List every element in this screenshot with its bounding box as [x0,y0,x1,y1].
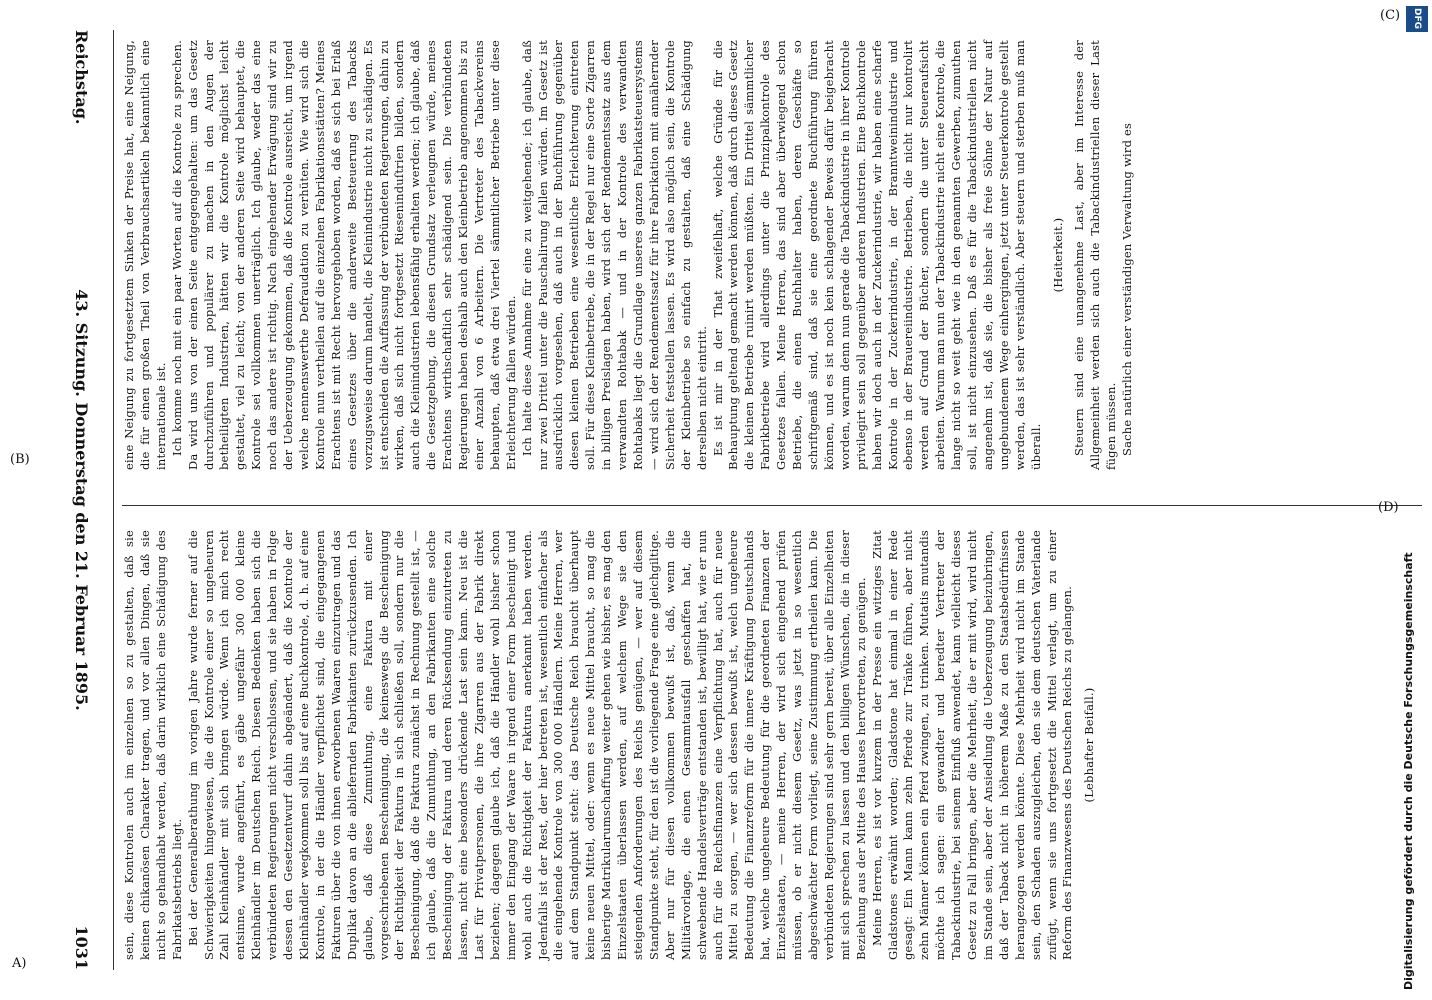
page-header [62,30,102,970]
left-column [122,40,1422,470]
right-paragraph: sein, diese Kontrolen auch im einzelnen so zu gestalten, daß sie keinen chikanösen Charakter tragen, und vor allen Dingen, daß sie nicht so gehandhabt werden, daß darin wirklich eine Schädigung des Fabrikatsbetriebs liegt. [122,530,184,960]
margin-marker-a: A) [12,956,27,971]
left-paragraph: Ich halte diese Annahme für eine zu weitgehende; ich glaube, daß nur zwei Drittel unter die Pauschalirung fallen würden. Im Gesetz ist ausdrücklich vorgesehen, daß auch in der Buchführung gegenüber diesen kleinen Betrieben eine wesentliche Erleichterung eintreten soll. Für diese Kleinbetriebe, die in der Regel nur eine Sorte Zigarren in billigen Preislagen haben, wird sich der Rendementssatz aus dem verwandten Rohtabak — und in der Kontrole des verwandten Rohtabaks liegt die Grundlage unseres ganzen Fabrikatsteuersystems — wird sich der Rendementssatz für ihre Fabrikation mit annähernder Sicherheit feststellen lassen. Es wird also möglich sein, die Kontrole der Kleinbetriebe so einfach zu gestalten, daß eine Schädigung derselben nicht eintritt. [519,40,709,470]
digitization-note [1402,0,1426,1000]
left-paragraph: Ich komme noch mit ein paar Worten auf die Kontrole zu sprechen. Da wird uns von der einen Seite entgegengehalten: um das Gesetz durchzuführen und populärer zu machen in den Augen der betheiligten Industrien, hätten wir die Kontrole möglichst leicht gestaltet, viel zu leicht; von der anderen Seite wird behauptet, die Kontrole sei vollkommen unerträglich. Ich glaube, weder das eine noch das andere ist richtig. Nach eingehender Erwägung sind wir zu der Ueberzeugung gekommen, daß die Kontrole ausreicht, um irgend welche nennenswerthe Defraudation zu verhüten. Wie wird sich die Kontrole nun vertheilen auf die einzelnen Fabrikationsstätten? Meines Erachtens ist mit Recht hervorgehoben worden, daß es sich bei Erlaß eines Gesetzes über die anderweite Besteuerung des Tabacks vorzugsweise darum handelt, die Kleinindustrie nicht zu schädigen. Es ist entschieden die Auffassung der verbündeten Regierungen, dahin zu wirken, daß sich nicht fortgesetzt Rieseninduſtrien bilden, sondern auch die Kleinindustrien lebensfähig erhalten werden; ich glaube, daß die Gesetzgebung, die diesen Grundsatz verleugnen würde, meines Erachtens wirthschaftlich sehr schädigend sein. Die verbündeten Regierungen haben deshalb auch den Kleinbetrieb angenommen bis zu einer Anzahl von 6 Arbeitern. Die Vertreter des Tabackvereins behaupten, daß etwa drei Viertel sämmtlicher Betriebe unter diese Erleichterung fallen würden. [169,40,518,470]
right-column [122,530,1422,960]
header-rule [113,30,114,970]
margin-marker-c: (C) [1380,8,1401,23]
right-paragraph: Meine Herren, es ist vor kurzem in der Presse ein witziges Zitat Gladstones erwähnt worden; Gladstone hat einmal in einer Rede gesagt: Ein Mann kann zehn Pferde zur Tränke führen, aber nicht zehn Männer können ein Pferd zwingen, zu trinken. Mutatis mutandis möchte ich sagen: ein gewandter und beredter Vertreter der Tabackindustrie, bei seinem Einfluß anwendet, kann vielleicht dieses Gesetz zu Fall bringen, aber die Mehrheit, die er mit wird, wird nicht im Stande sein, aber der Ansiedlung die Ueberzeugung beizubringen, daß der Taback nicht in höherem Maße zu den Staatsbedürfnissen herangezogen werden könnte. Diese Mehrheit wird nicht im Stande sein, den Schaden auszugleichen, den sie dem deutschen Vaterlande zufügt, wenn sie uns fortgesetzt die Mittel verlagt, um zu einer Reform des Finanzwesens des Deutschen Reichs zu gelangen. [869,530,1075,960]
margin-marker-b: (B) [10,452,30,467]
left-paragraph: Es ist mir in der That zweifelhaft, welche Gründe für die Behauptung geltend gemacht werden können, daß durch dieses Gesetz die kleinen Betriebe ruinirt werden müßten. Ein Drittel sämmtlicher Fabrikbetriebe wird allerdings unter die Prinzipalkontrole des Gesetzes fallen. Meine Herren, das sind aber überwiegend schon Betriebe, die einen Buchhalter haben, deren Geschäfte so schriftgemäß sind, daß sie eine geordnete Buchführung führen können, und es ist noch kein schlagender Beweis dafür beigebracht worden, warum denn nun gerade die Tabackindustrie in ihrer Kontrole privilegirt sein soll gegenüber anderen Industrien. Eine Buchkontrole haben wir doch auch in der Zuckerindustrie, wir haben eine scharfe Kontrole in der Zuckerindustrie, in der Branntweinindustrie und ebenso in der Brauereiindustrie. Betrieben, die nicht nur kontrolirt werden auf Grund der Bücher, sondern die unter Steueraufsicht arbeiten. Warum man nun der Tabackindustrie nicht eine Kontrole, die lange nicht so weit geht wie in den genannten Gewerben, zumuthen soll, ist nicht einzusehen. Daß es für die Tabackindustriellen nicht angenehm ist, daß sie, die bisher als freie Söhne der Natur auf ungebundenem Wege einhergingen, jetzt unter Steuerkontrole gestellt werden, das ist sehr verständlich. Aber steuern und sterben muß man überall. [710,40,1043,470]
right-interjection: (Lebhafter Beifall.) [1082,687,1097,803]
margin-marker-d: (D) [1378,500,1399,515]
left-interjection: (Heiterkeit.) [1050,217,1065,293]
column-divider [122,505,1422,506]
left-paragraph: eine Neigung zu fortgesetztem Sinken der Preise hat, eine Neigung, die für einen großen Theil von Verbrauchsartikeln bekanntlich eine internationale ist. [122,40,168,470]
header-left: Reichstag. [72,30,92,125]
digitization-note-text: Digitalisierung gefördert durch die Deutsche Forschungsgemeinschaft [1402,552,1415,990]
left-paragraph: Sache natürlich einer verständigen Verwaltung wird es [1120,122,1135,456]
dfg-logo: DFG [1406,6,1428,32]
page-number: 1031 [72,925,92,970]
left-paragraph: Steuern sind eine unangenehme Last, aber im Interesse der Allgemeinheit werden sich auch die Tabackindustriellen dieser Last fügen müssen. [1072,40,1119,470]
header-center: 43. Sitzung. Donnerstag den 21. Februar 1895. [72,289,92,711]
right-paragraph: Bei der Generalberathung im vorigen Jahre wurde ferner auf die Schwierigkeiten hingewiesen, die die Kontrole einer so ungeheuren Zahl Kleinhändler mit sich bringen würde. Wenn ich mich recht entsinne, wurde angeführt, es gäbe ungefähr 300 000 kleine Kleinhändler im Deutschen Reich. Diesen Bedenken haben sich die verbündeten Regierungen nicht verschlossen, und sie haben in Folge dessen den Gesetzentwurf dahin abgeändert, daß die Kontrole der Kleinhändler wegkommen soll bis auf eine Buchkontrole, d. h. auf eine Kontrole, in der die Händler verpflichtet sind, die eingegangenen Fakturen über die von ihnen erworbenen Waaren einzutragen und das Duplikat davon an die abliefernden Fabrikanten zurückzusenden. Ich glaube, daß diese Zumuthung, eine Faktura mit einer vorgeschriebenen Bescheinigung, die keineswegs die Bescheinigung der Richtigkeit der Faktura in sich schließen soll, sondern nur die Bescheinigung, daß die Faktura zunächst in Rechnung gestellt ist, — ich glaube, daß die Zumuthung, an den Fabrikanten eine solche Bescheinigung der Faktura und deren Rücksendung einzutreten zu lassen, nicht eine besonders drückende Last sein kann. Neu ist die Last für Privatpersonen, die ihre Zigarren aus der Fabrik direkt beziehen; dagegen glaube ich, daß die Händler wohl bisher schon immer den Eingang der Waare in irgend einer Form bescheinigt und wohl auch die Richtigkeit der Faktura anerkannt haben werden. Jedenfalls ist der Rest, der hier betreten ist, wesentlich einfacher als die eingehende Kontrole von 300 000 Händlern. Meine Herren, wer auf dem Standpunkt steht: das Deutsche Reich braucht überhaupt keine neuen Mittel, oder: wenn es neue Mittel braucht, so mag die bisherige Matrikularumschaffung weiter gehen wie bisher, es mag den Einzelstaaten überlassen werden, auf welchem Wege sie den steigenden Anforderungen des Reichs genügen, — wer auf diesem Standpunkte steht, für den ist die vorliegende Frage eine gleichgiltige. Aber nur für diesen vollkommen bewußt ist, daß, wenn die Militärvorlage, die einen Gesammtausfall geschaffen hat, die schwebende Handelsverträge entstanden ist, bewilligt hat, wie er nun auch für die Reichsfinanzen eine Verpflichtung hat, auch für neue Mittel zu sorgen, — wer sich dessen bewußt ist, welch ungeheure Bedeutung die Finanzreform für die innere Kräftigung Deutschlands hat, welche ungeheure Bedeutung für die geordneten Finanzen der Einzelstaaten, — meine Herren, der wird sich eingehend prüfen müssen, ob er nicht diesem Gesetz, was jetzt in so wesentlich abgeschwächter Form vorliegt, seine Zustimmung ertheilen kann. Die verbündeten Regierungen sind sehr gern bereit, über alle Einzelheiten mit sich sprechen zu lassen und den billigen Wünschen, die in dieser Beziehung aus der Mitte des Hauses hervortreten, zu genügen. [185,529,868,960]
